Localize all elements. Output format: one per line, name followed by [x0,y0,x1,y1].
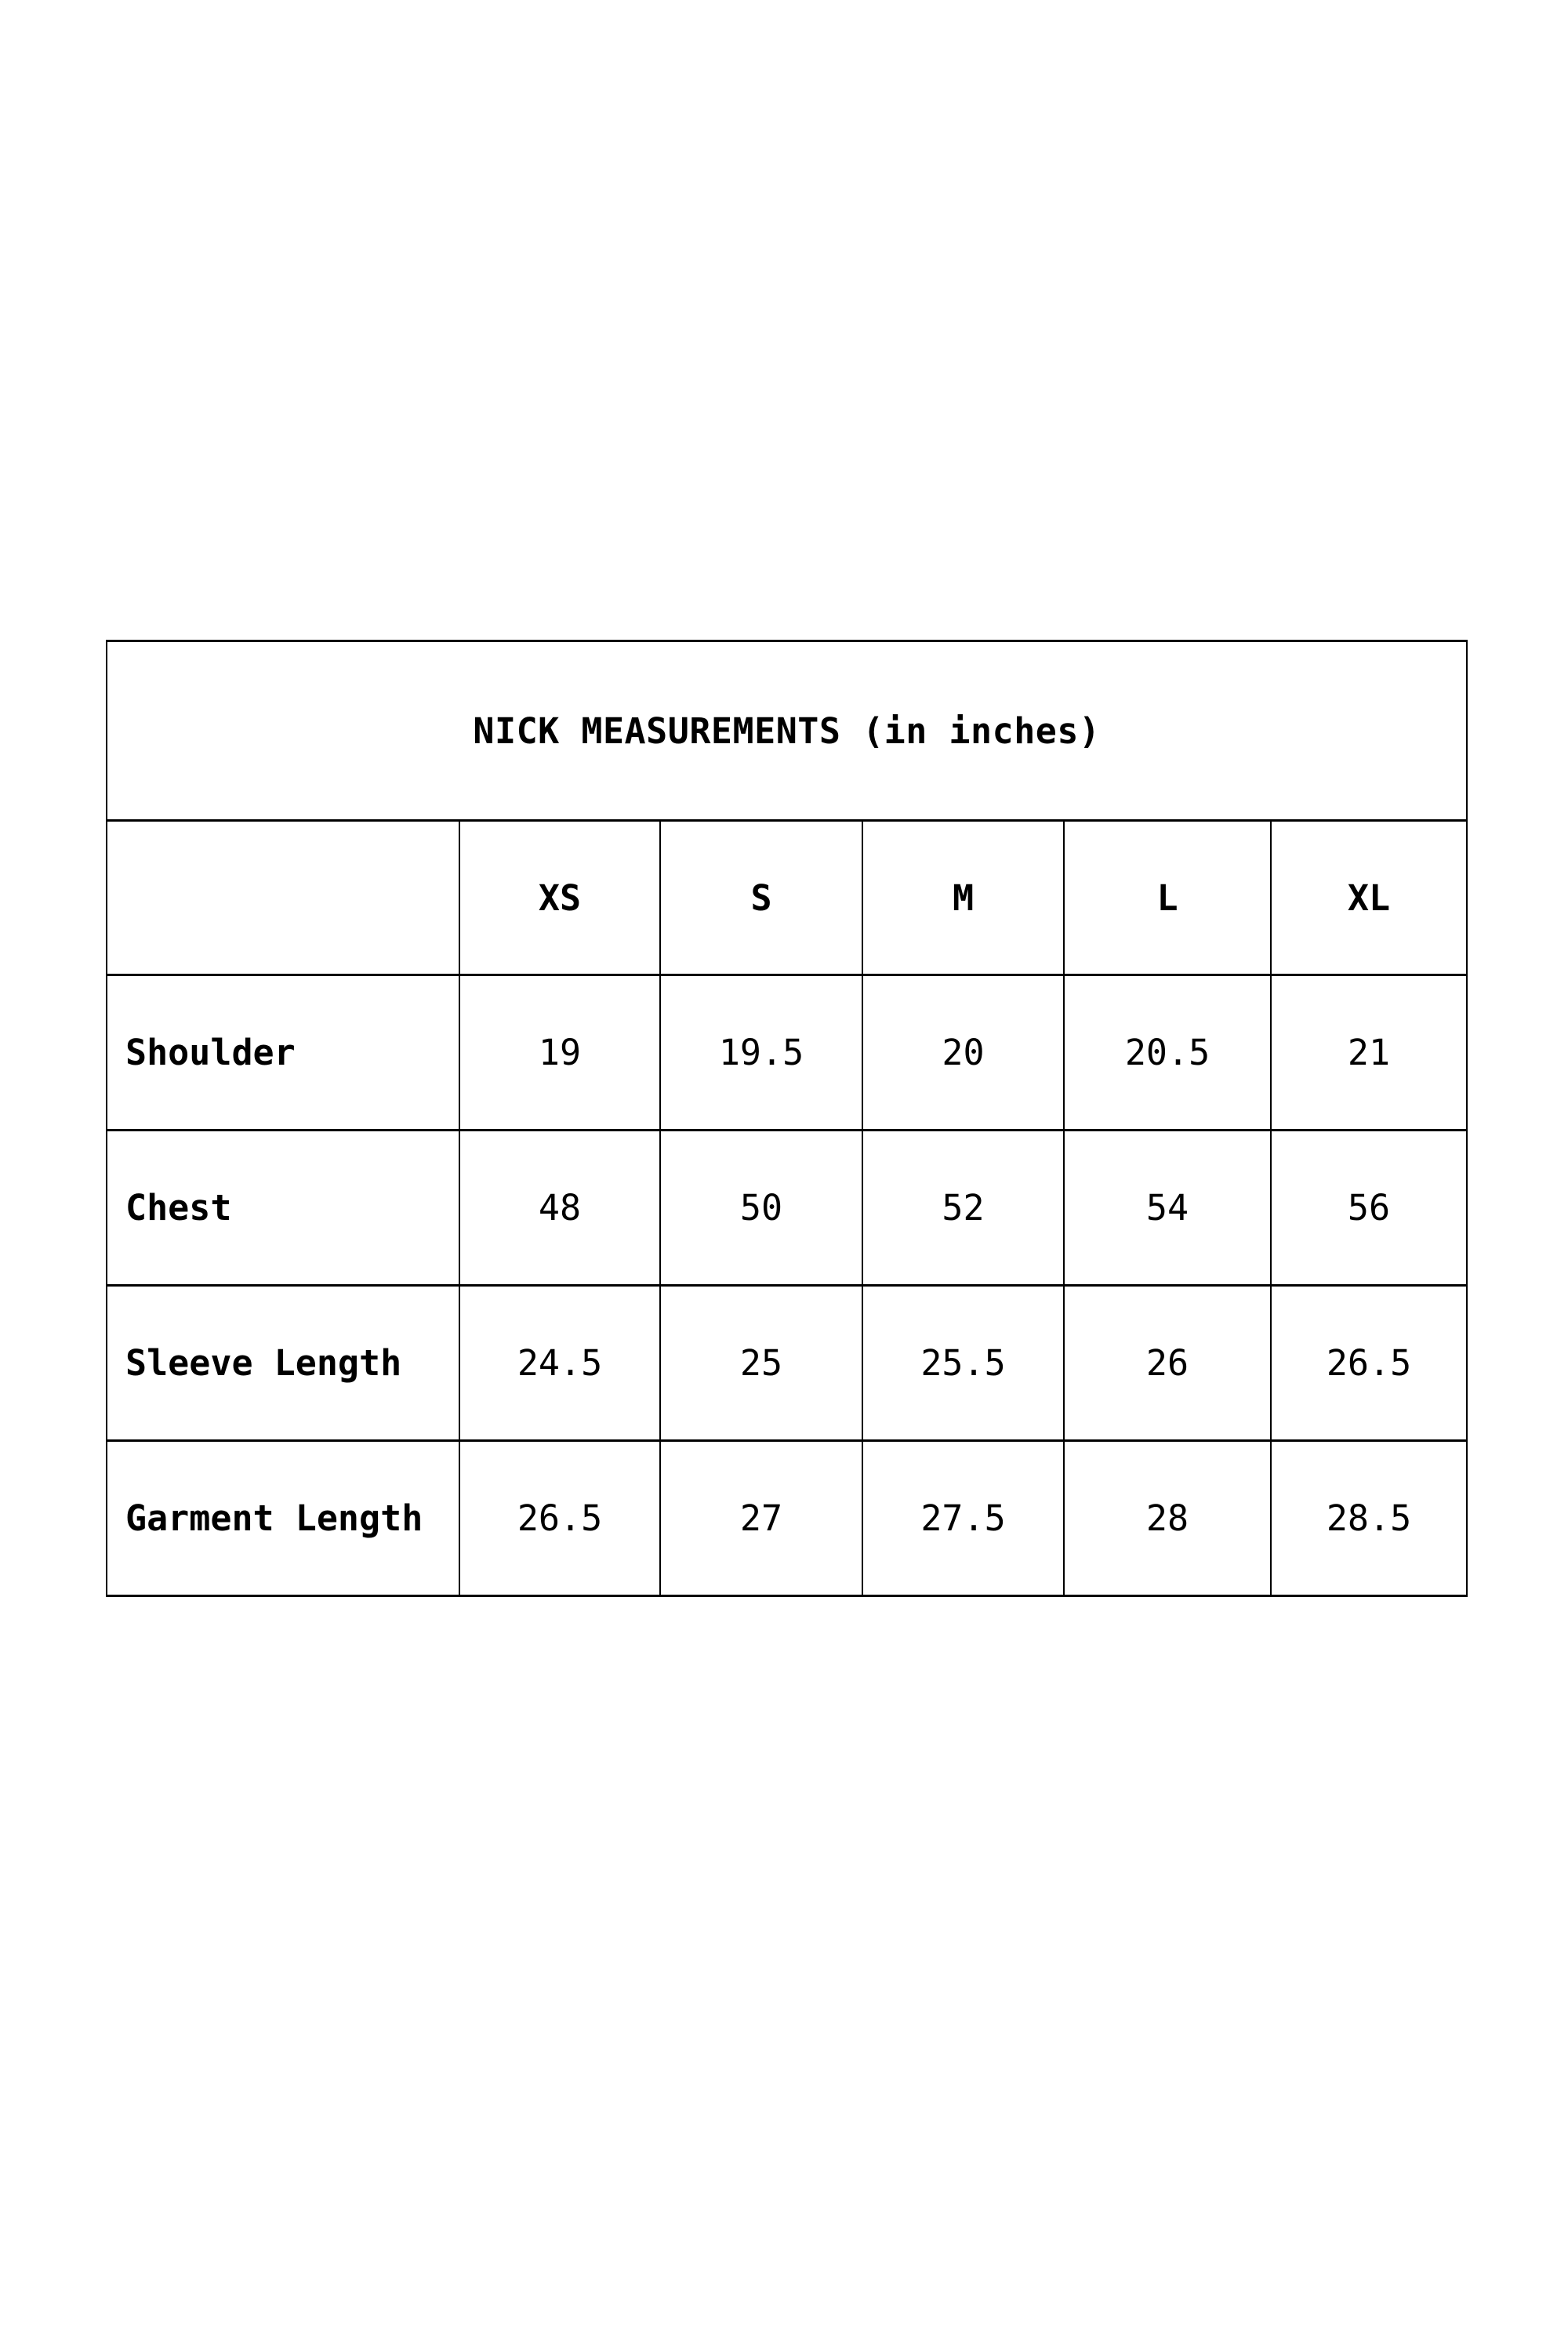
table-row-garment-length [107,1441,1467,1596]
garment-length-xl-value: 28.5 [1271,1441,1467,1596]
size-header-l: L [1064,821,1271,975]
size-header-xs: XS [459,821,660,975]
sleeve-length-s-value: 25 [660,1286,862,1441]
chest-l-value: 54 [1064,1131,1271,1286]
sleeve-length-xl-value: 26.5 [1271,1286,1467,1441]
chest-s-value: 50 [660,1131,862,1286]
table-row-shoulder [107,975,1467,1131]
garment-length-l-value: 28 [1064,1441,1271,1596]
garment-length-m-value: 27.5 [862,1441,1064,1596]
chest-xl-value: 56 [1271,1131,1467,1286]
sleeve-length-xs-value: 24.5 [459,1286,660,1441]
size-header-xl: XL [1271,821,1467,975]
table-title-row [107,641,1467,821]
row-label-garment-length: Garment Length [107,1441,459,1596]
row-label-sleeve-length: Sleeve Length [107,1286,459,1441]
row-label-shoulder: Shoulder [107,975,459,1131]
shoulder-s-value: 19.5 [660,975,862,1131]
shoulder-l-value: 20.5 [1064,975,1271,1131]
garment-length-s-value: 27 [660,1441,862,1596]
size-header-s: S [660,821,862,975]
sleeve-length-m-value: 25.5 [862,1286,1064,1441]
garment-length-xs-value: 26.5 [459,1441,660,1596]
sleeve-length-l-value: 26 [1064,1286,1271,1441]
header-blank-cell [107,821,459,975]
shoulder-m-value: 20 [862,975,1064,1131]
shoulder-xl-value: 21 [1271,975,1467,1131]
chest-xs-value: 48 [459,1131,660,1286]
shoulder-xs-value: 19 [459,975,660,1131]
table-row-chest [107,1131,1467,1286]
chest-m-value: 52 [862,1131,1064,1286]
row-label-chest: Chest [107,1131,459,1286]
size-header-m: M [862,821,1064,975]
size-chart-table [106,640,1468,1597]
table-row-sleeve-length [107,1286,1467,1441]
table-title: NICK MEASUREMENTS (in inches) [107,641,1467,821]
size-header-row [107,821,1467,975]
